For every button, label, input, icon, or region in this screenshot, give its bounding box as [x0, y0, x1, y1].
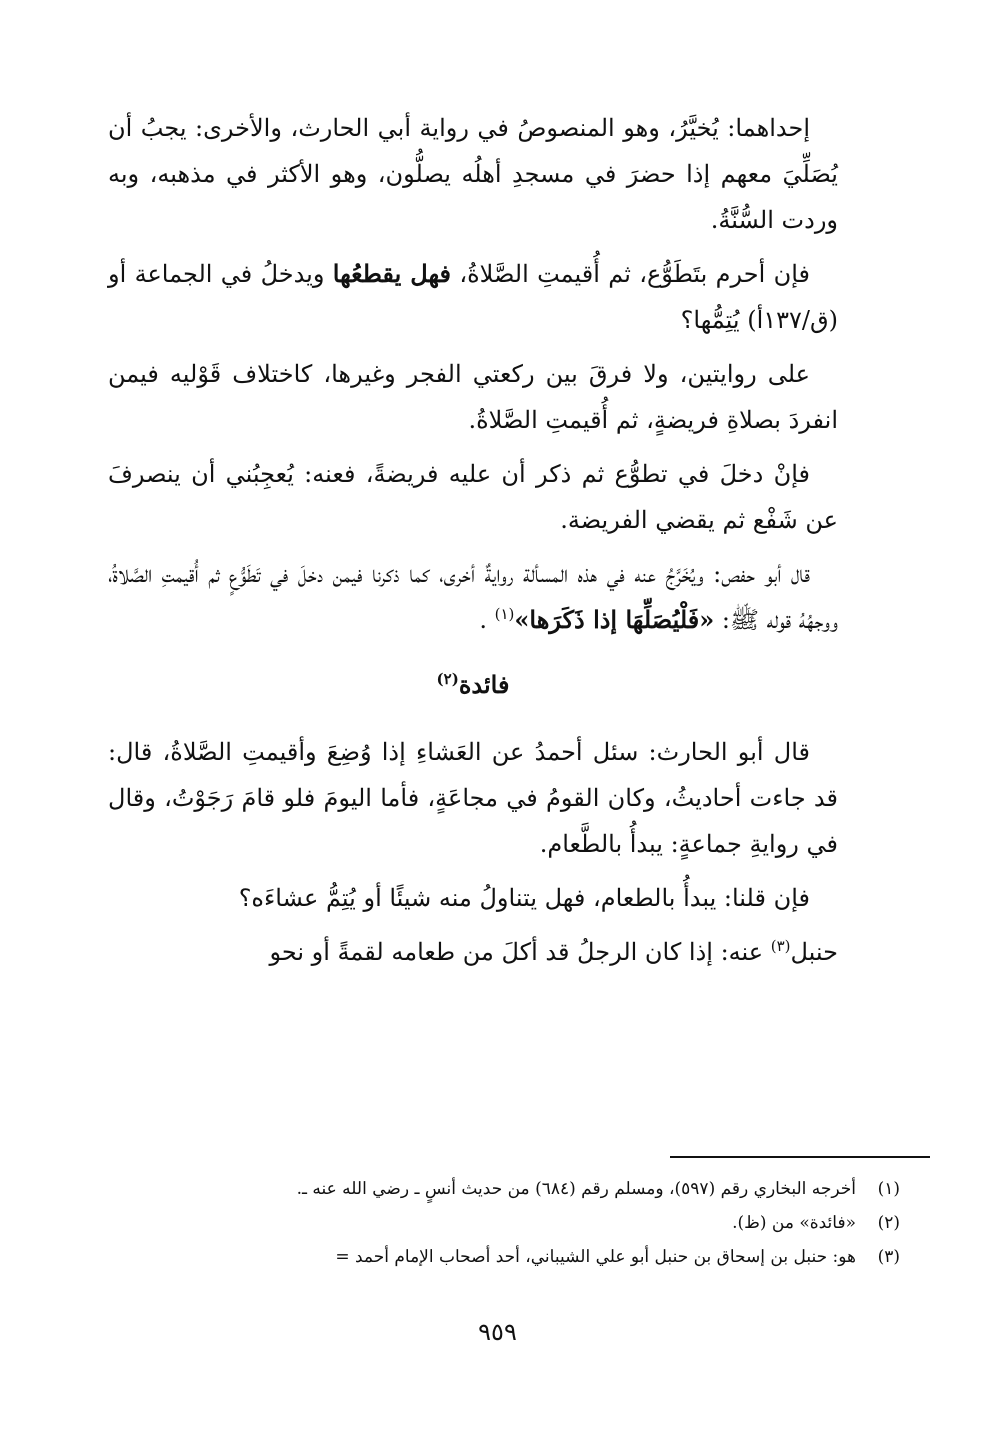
page-body [108, 105, 838, 983]
footnote-divider [670, 1156, 930, 1158]
footnote-ref-2: (٢) [436, 670, 459, 688]
footnote-ref-1: (١) [494, 605, 515, 623]
section-heading-text: فائدة [458, 670, 510, 699]
paragraph-4-text: فإنْ دخلَ في تطوُّع ثم ذكر أن عليه فريضةً، فعنه: يُعجِبُني أن ينصرفَ عن شَفْع ثم يقضي الفريضة. [108, 460, 838, 534]
paragraph-1 [108, 105, 838, 243]
footnote-ref-3: (٣) [770, 937, 791, 955]
paragraph-2-text-after: ويدخلُ في الجماعة أو (ق/١٣٧أ) يُتِمُّها؟ [108, 260, 838, 334]
paragraph-3-text: على روايتين، ولا فرقَ بين ركعتي الفجر وغيرها، كاختلاف قَوْليه فيمن انفردَ بصلاةِ فريضةٍ، ثم أُقيمتِ الصَّلاةُ. [108, 360, 838, 434]
paragraph-5-text-after: . [479, 606, 495, 634]
paragraph-8-text-before: حنبل [790, 938, 838, 966]
paragraph-6-text: قال أبو الحارث: سئل أحمدُ عن العَشاءِ إذا وُضِعَ وأقيمتِ الصَّلاةُ، قال: قد جاءت أحاديثُ، وكان القومُ في مجاعَةٍ، فأما اليومَ فلو قامَ رَجَوْتُ، وقال في روايةِ جماعةٍ: يبدأُ بالطَّعام. [108, 738, 838, 858]
page-number: ٩٥٩ [478, 1318, 517, 1346]
footnote-3-number: (٣) [877, 1247, 900, 1267]
paragraph-4 [108, 451, 838, 543]
paragraph-5-text-before: قال أبو حفص: ويُخَرَّجُ عنه في هذه المسألة روايةٌ أخرى، كما ذكرنا فيمن دخلَ في تَطَوُّعٍ ثم أُقيمتِ الصَّلاةُ، ووجهُهُ قوله ﷺ: [108, 560, 838, 634]
footnote-1-number: (١) [877, 1179, 900, 1199]
paragraph-2-text-before: فإن أحرم بتَطَوُّع، ثم أُقيمتِ الصَّلاةُ، [451, 260, 810, 288]
paragraph-5 [108, 551, 838, 643]
footnote-1 [70, 1172, 900, 1206]
footnote-2-number: (٢) [877, 1213, 900, 1233]
paragraph-7 [108, 875, 838, 921]
footnote-2 [70, 1206, 900, 1240]
footnote-1-text: أخرجه البخاري رقم (٥٩٧)، ومسلم رقم (٦٨٤) من حديث أنسٍ ـ رضي الله عنه ـ. [296, 1179, 856, 1199]
paragraph-6 [108, 729, 838, 867]
footnote-2-text: «فائدة» من (ظ). [732, 1213, 856, 1233]
hadith-quote: «فَلْيُصَلِّهَا إذا ذَكَرَها» [514, 605, 715, 634]
paragraph-2 [108, 251, 838, 343]
footnote-3 [70, 1240, 900, 1274]
section-heading [108, 665, 838, 705]
footnote-3-text: هو: حنبل بن إسحاق بن حنبل أبو علي الشيباني، أحد أصحاب الإمام أحمد = [335, 1247, 856, 1267]
paragraph-7-text: فإن قلنا: يبدأُ بالطعام، فهل يتناولُ منه شيئًا أو يُتِمُّ عشاءَه؟ [238, 884, 810, 912]
footnotes [70, 1172, 900, 1274]
paragraph-1-text: إحداهما: يُخيَّرُ، وهو المنصوصُ في رواية أبي الحارث، والأخرى: يجبُ أن يُصَلِّيَ معهم إذا حضرَ في مسجدِ أهلُه يصلُّون، وهو الأكثر في مذهبه، وبه وردت السُّنَّةُ. [108, 114, 838, 234]
paragraph-3 [108, 351, 838, 443]
paragraph-2-bold: فهل يقطعُها [332, 259, 452, 288]
paragraph-8-text-after: عنه: إذا كان الرجلُ قد أكلَ من طعامه لقمةً أو نحو [269, 938, 771, 966]
paragraph-8 [108, 929, 838, 975]
